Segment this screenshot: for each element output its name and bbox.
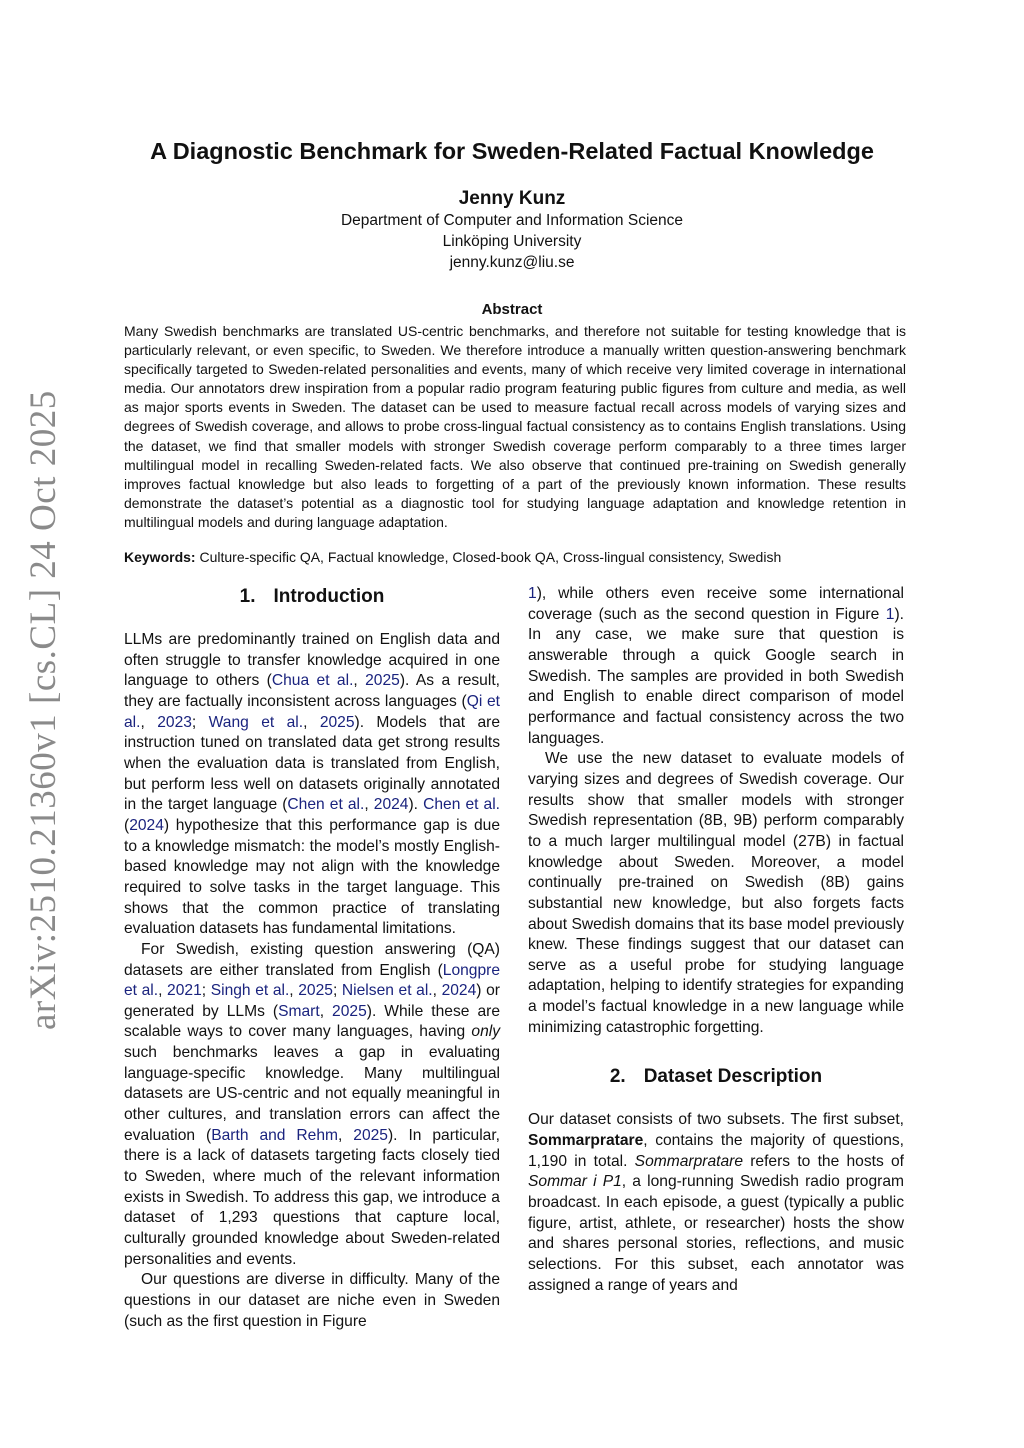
intro-paragraph-4: We use the new dataset to evaluate models of varying sizes and degrees of Swedish coverage. Our results show that smaller models with stronger Swedish representation (8B, 9B) perform comparably to a much larger multilingual model (27B) in factual knowledge about Sweden. Moreover, a model continually pre-trained on Swedish (8B) gains substantial new knowledge, but also forgets facts about Swedish domains that its base model previously knew. These findings suggest that our dataset can serve as a useful probe for studying language adaptation, helping to identify strategies for expanding a model’s factual knowledge in a new language while minimizing catastrophic forgetting. bbox=[528, 750, 904, 1036]
citation-link[interactable]: Barth and Rehm bbox=[211, 1126, 338, 1144]
citation-link[interactable]: Chen et al. bbox=[423, 796, 501, 814]
arxiv-identifier-stamp: arXiv:2510.21360v1 [cs.CL] 24 Oct 2025 bbox=[23, 390, 64, 1030]
paper-title: A Diagnostic Benchmark for Sweden-Related Factual Knowledge bbox=[150, 138, 874, 164]
citation-link[interactable]: Nielsen et al. bbox=[341, 982, 433, 1000]
intro-paragraph-2: For Swedish, existing question answering (QA) datasets are either translated from English (Longpre et al., 2021; Singh et al., 2025; Nielsen et al., 2024) or generated by LLMs (Smart, 2025). While these are scalable ways to cover many languages, having only such benchmarks leaves a gap in evaluating language-specific knowledge. Many multilingual datasets are US-centric and not equally meaningful in other cultures, and translation errors can affect the evaluation (Barth and Rehm, 2025). In particular, there is a lack of datasets targeting facts closely tied to Sweden, where much of the relevant information exists in Swedish. To address this gap, we introduce a dataset of 1,293 questions that capture local, culturally grounded knowledge about Sweden-related personalities and events. bbox=[124, 940, 501, 1268]
emphasis-only: only bbox=[471, 1023, 500, 1041]
section-number: 2. bbox=[609, 1066, 626, 1088]
citation-year-link[interactable]: 2025 bbox=[332, 1002, 367, 1020]
dataset-paragraph-1: Our dataset consists of two subsets. The first subset, Sommarpratare, contains the majority of questions, 1,190 in total. Sommarpratare refers to the hosts of Sommar i P1, a long-running Swedish radio program broadcast. In each episode, a guest (typically a public figure, artist, athlete, or researcher) hosts the show and shares personal stories, reflections, and music selections. For this subset, each annotator was assigned a range of years and bbox=[528, 1111, 905, 1294]
section-heading-dataset-description bbox=[528, 1064, 904, 1094]
citation-link[interactable]: Longpre et al. bbox=[124, 961, 500, 1000]
section-number: 1. bbox=[239, 586, 256, 607]
citation-link[interactable]: Singh et al. bbox=[210, 982, 290, 1000]
citation-link[interactable]: Chua et al. bbox=[271, 672, 354, 690]
intro-paragraph-3: Our questions are diverse in difficulty. Many of the questions in our dataset are niche even in Sweden (such as the first question in Figure bbox=[124, 1271, 500, 1330]
citation-year-link[interactable]: 2024 bbox=[441, 982, 477, 1000]
citation-year-link[interactable]: 2025 bbox=[298, 982, 333, 1000]
figure-ref-link[interactable]: 1 bbox=[885, 605, 895, 623]
citation-year-link[interactable]: 2025 bbox=[319, 713, 355, 731]
citation-year-link[interactable]: 2024 bbox=[373, 796, 409, 814]
section-title: Dataset Description bbox=[643, 1066, 823, 1088]
citation-year-link[interactable]: 2025 bbox=[353, 1126, 388, 1144]
left-column bbox=[124, 584, 500, 1332]
citation-link[interactable]: Qi et al. bbox=[124, 692, 500, 731]
author-email: jenny.kunz@liu.se bbox=[449, 254, 575, 271]
intro-paragraph-1: LLMs are predominantly trained on English data and often struggle to transfer knowledge acquired in one language to others (Chua et al., 2025). As a result, they are factually inconsistent across languages (Qi et al., 2023; Wang et al., 2025). Models that are instruction tuned on translated data get strong results when the evaluation data is translated from English, but perform less well on datasets originally annotated in the target language (Chen et al., 2024). Chen et al. (2024) hypothesize that this performance gap is due to a knowledge mismatch: the model’s mostly English-based knowledge may not align with the knowledge required to solve tasks in the target language. This shows that the common practice of translating evaluation datasets has fundamental limitations. bbox=[124, 631, 501, 938]
citation-year-link[interactable]: 2023 bbox=[157, 713, 192, 731]
citation-year-link[interactable]: 2025 bbox=[365, 672, 400, 690]
subset-name: Sommarpratare bbox=[528, 1132, 644, 1150]
citation-link[interactable]: Smart bbox=[278, 1002, 320, 1020]
intro-paragraph-3-tail: 1), while others even receive some international coverage (such as the second question in Figure 1). In any case, we make sure that question is answerable through a quick Google search in Swedish. The samples are provided in both Swedish and English to enable direct comparison of model performance and factual consistency across the two languages. bbox=[528, 585, 904, 747]
citation-link[interactable]: Wang et al. bbox=[208, 713, 304, 731]
keywords-line bbox=[124, 549, 906, 565]
citation-link[interactable]: Chen et al. bbox=[287, 796, 365, 814]
author-department: Department of Computer and Information Science bbox=[340, 212, 684, 229]
author-name: Jenny Kunz bbox=[458, 188, 566, 209]
citation-year-link[interactable]: 2021 bbox=[167, 982, 202, 1000]
citation-year-link[interactable]: 2024 bbox=[129, 816, 164, 834]
keywords-label: Keywords: bbox=[124, 549, 196, 565]
abstract-text: Many Swedish benchmarks are translated US-centric benchmarks, and therefore not suitable for testing knowledge that is particularly relevant, or even specific, to Sweden. We therefore introduce a manually written question-answering benchmark specifically targeted to Sweden-related personalities and events, many of which receive very limited coverage in international media. Our annotators drew inspiration from a popular radio program featuring public figures from culture and media, as well as major sports events in Sweden. The dataset can be used to measure factual recall across models of varying sizes and degrees of Swedish coverage, and allows to probe cross-lingual factual consistency as to contains English translations. Using the dataset, we find that smaller models with stronger Swedish coverage perform comparably to a three times larger multilingual model in recalling Sweden-related facts. We also observe that continued pre-training on Swedish generally improves factual knowledge but also leads to forgetting of a part of the previously known information. These results demonstrate the dataset’s potential as a diagnostic tool for studying language adaptation and knowledge retention in multilingual models and during language adaptation. bbox=[124, 323, 906, 530]
right-column bbox=[528, 584, 904, 1296]
section-title: Introduction bbox=[273, 586, 385, 607]
author-university: Linköping University bbox=[442, 233, 582, 250]
figure-ref-link[interactable]: 1 bbox=[528, 585, 537, 602]
section-heading-introduction bbox=[124, 584, 500, 614]
keywords-text: Culture-specific QA, Factual knowledge, Closed-book QA, Cross-lingual consistency, Swedish bbox=[199, 549, 782, 565]
abstract-heading: Abstract bbox=[481, 301, 543, 318]
